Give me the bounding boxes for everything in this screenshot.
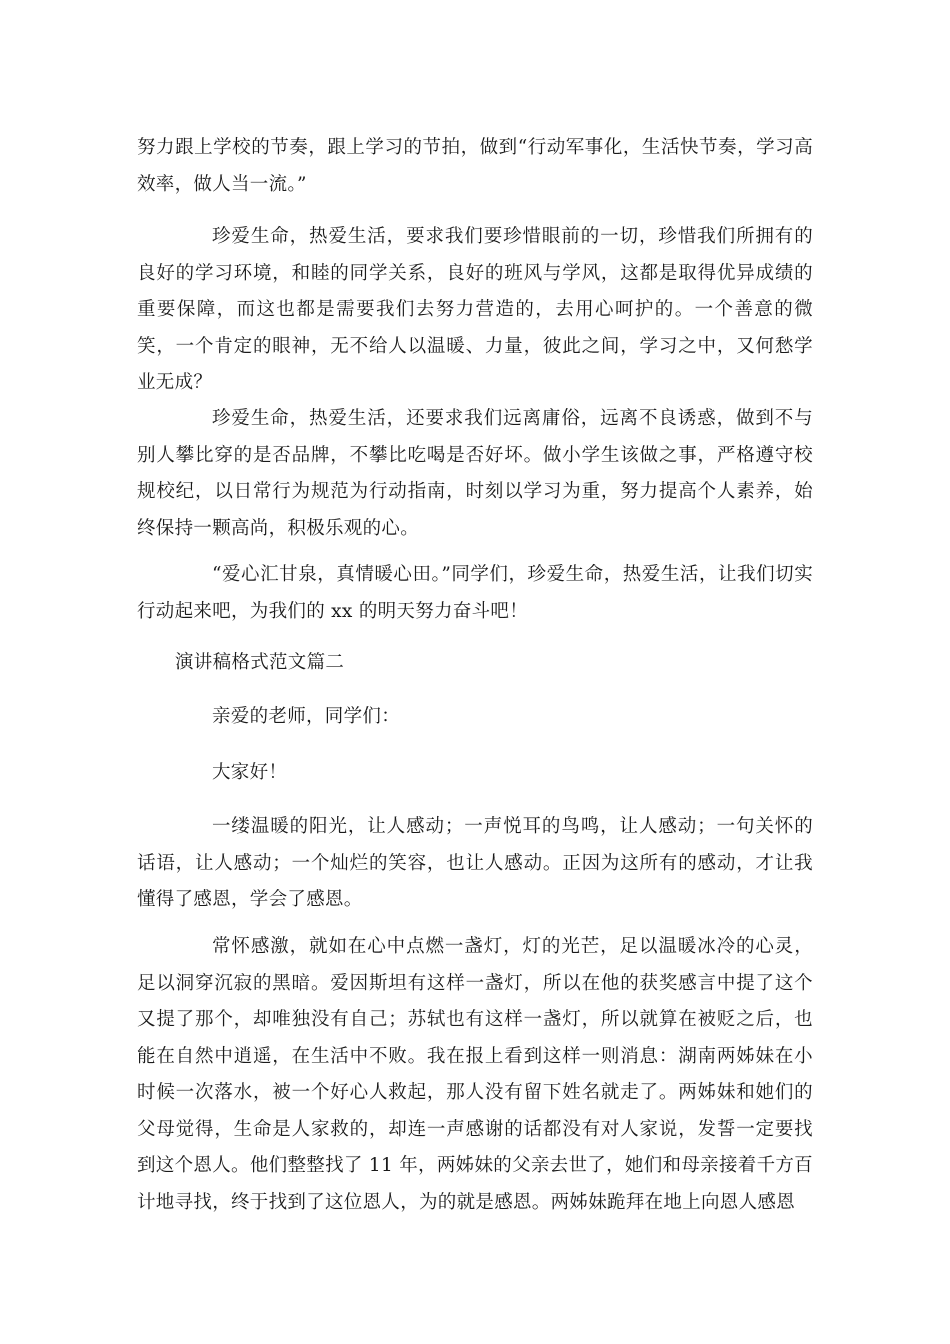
section-title: 演讲稿格式范文篇二 (175, 652, 345, 673)
salutation: 亲爱的老师，同学们： (212, 706, 401, 727)
greeting: 大家好！ (212, 762, 288, 783)
paragraph-gratitude-lamp: 常怀感激，就如在心中点燃一盏灯，灯的光芒，足以温暖冰冷的心灵，足以洞穿沉寂的黑暗。爱因斯坦有这样一盏灯，所以在他的获奖感言中提了这个又提了那个，却唯独没有自己；苏轼也有这样一盏灯，所以就算在被贬之后，也能在自然中逍遥，在生活中不败。我在报上看到这样一则消息：湖南两姊妹在小时候一次落水，被一个好心人救起，那人没有留下姓名就走了。两姊妹和她们的父母觉得，生命是人家救的，却连一声感谢的话都没有对人家说，发誓一定要找到这个恩人。他们整整找了 11 年，两姊妹的父亲去世了，她们和母亲接着千方百计地寻找，终于找到了这位恩人，为的就是感恩。两姊妹跪拜在地上向恩人感恩 (137, 936, 813, 1213)
paragraph-stay-away-vulgarity: 珍爱生命，热爱生活，还要求我们远离庸俗，远离不良诱惑，做到不与别人攀比穿的是否品牌，不攀比吃喝是否好坏。做小学生该做之事，严格遵守校规校纪，以日常行为规范为行动指南，时刻以学习为重，努力提高个人素养，始终保持一颗高尚，积极乐观的心。 (137, 408, 813, 539)
paragraph-closing-call: “爱心汇甘泉，真情暖心田。”同学们，珍爱生命，热爱生活，让我们切实行动起来吧，为我们的 xx 的明天努力奋斗吧！ (137, 564, 813, 622)
paragraph-continuation: 努力跟上学校的节奏，跟上学习的节拍，做到“行动军事化，生活快节奏，学习高效率，做人当一流。” (137, 137, 813, 195)
paragraph-cherish-life: 珍爱生命，热爱生活，要求我们要珍惜眼前的一切，珍惜我们所拥有的良好的学习环境，和睦的同学关系，良好的班风与学风，这都是取得优异成绩的重要保障，而这也都是需要我们去努力营造的，去用心呵护的。一个善意的微笑，一个肯定的眼神，无不给人以温暖、力量，彼此之间，学习之中，又何愁学业无成？ (137, 226, 813, 393)
paragraph-gratitude-intro: 一缕温暖的阳光，让人感动；一声悦耳的鸟鸣，让人感动；一句关怀的话语，让人感动；一个灿烂的笑容，也让人感动。正因为这所有的感动，才让我懂得了感恩，学会了感恩。 (137, 816, 813, 910)
